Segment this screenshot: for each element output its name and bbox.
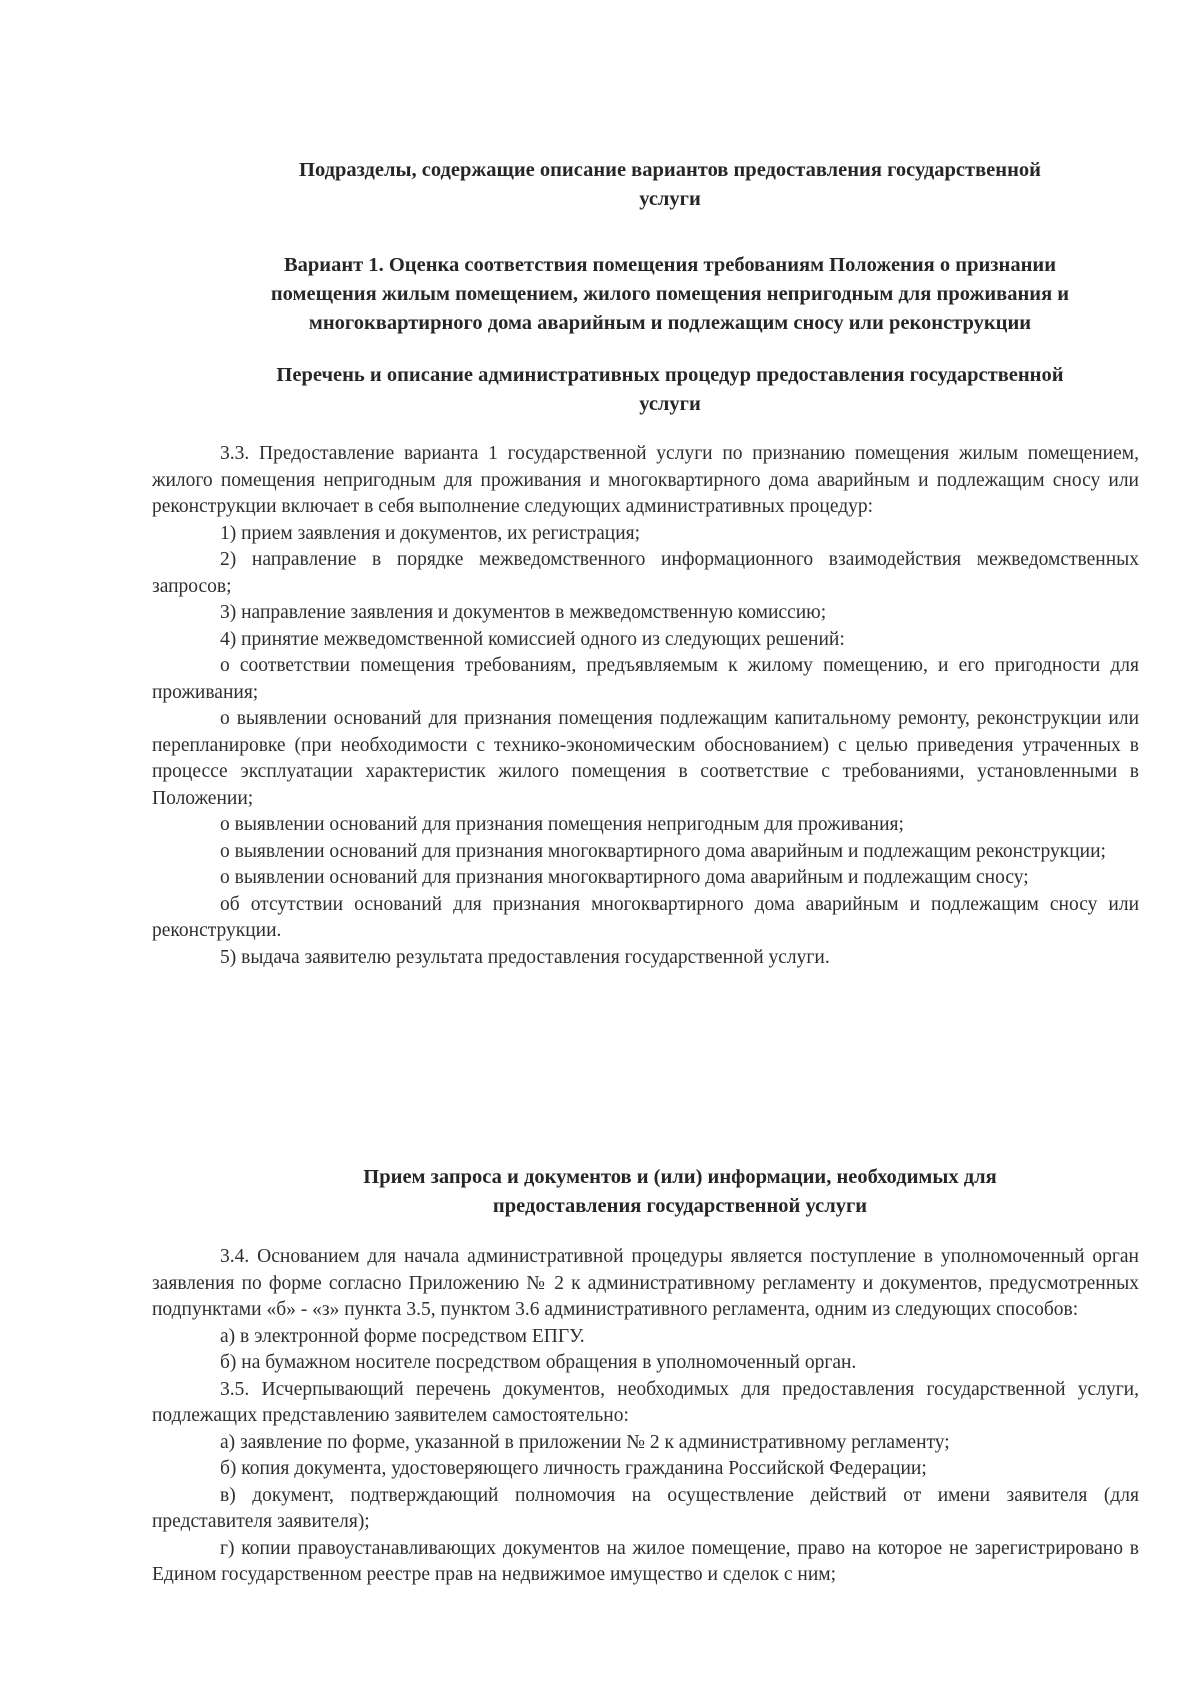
paragraph: а) в электронной форме посредством ЕПГУ.: [220, 1325, 585, 1347]
reception-heading-line: предоставления государственной услуги: [492, 1195, 868, 1217]
paragraph: б) копия документа, удостоверяющего личность гражданина Российской Федерации;: [220, 1458, 927, 1479]
procedures-heading: [180, 361, 1160, 419]
section-heading-line: услуги: [639, 188, 701, 210]
paragraph: 3.5. Исчерпывающий перечень документов, необходимых для предоставления государственной услуги, подлежащих представлению заявителем самостоятельно:: [152, 1378, 1139, 1426]
paragraph: 5) выдача заявителю результата предоставления государственной услуги.: [220, 946, 830, 968]
paragraph: о выявлении оснований для признания многоквартирного дома аварийным и подлежащим сносу;: [220, 867, 1029, 888]
reception-list: [152, 1244, 1139, 1589]
variant-heading-line: многоквартирного дома аварийным и подлежащим сносу или реконструкции: [308, 312, 1032, 334]
reception-heading-line: Прием запроса и документов и (или) информации, необходимых для: [363, 1166, 997, 1188]
paragraph: г) копии правоустанавливающих документов на жилое помещение, право на которое не зарегистрировано в Едином государственном реестре прав на недвижимое имущество и сделок с ним;: [152, 1537, 1139, 1585]
paragraph: 3.3. Предоставление варианта 1 государственной услуги по признанию помещения жилым помещением, жилого помещения непригодным для проживания и многоквартирного дома аварийным и подлежащим сносу или реконструкции включает в себя выполнение следующих административных процедур:: [152, 443, 1139, 517]
paragraph: б) на бумажном носителе посредством обращения в уполномоченный орган.: [220, 1352, 857, 1373]
paragraph: 2) направление в порядке межведомственного информационного взаимодействия межведомственных запросов;: [152, 549, 1139, 597]
procedures-heading-line: услуги: [639, 393, 701, 415]
paragraph: о соответствии помещения требованиям, предъявляемым к жилому помещению, и его пригодности для проживания;: [152, 655, 1139, 703]
paragraph: о выявлении оснований для признания помещения подлежащим капитальному ремонту, реконструкции или перепланировке (при необходимости с технико-экономическим обоснованием) с целью приведения утраченных в процессе эксплуатации характеристик жилого помещения в соответствие с требованиями, установленными в Положении;: [152, 708, 1139, 809]
procedures-list: [152, 441, 1139, 971]
paragraph: 3.4. Основанием для начала административной процедуры является поступление в уполномоченный орган заявления по форме согласно Приложению № 2 к административному регламенту и документов, предусмотренных подпунктами «б» - «з» пункта 3.5, пунктом 3.6 административного регламента, одним из следующих способов:: [152, 1246, 1139, 1320]
reception-heading: [200, 1163, 1160, 1221]
paragraph: 1) прием заявления и документов, их регистрация;: [220, 522, 641, 544]
procedures-heading-line: Перечень и описание административных процедур предоставления государственной: [276, 364, 1064, 386]
paragraph: а) заявление по форме, указанной в приложении № 2 к административному регламенту;: [220, 1431, 950, 1453]
paragraph: в) документ, подтверждающий полномочия на осуществление действий от имени заявителя (для представителя заявителя);: [152, 1484, 1139, 1532]
variant-heading: [180, 251, 1160, 338]
paragraph: 4) принятие межведомственной комиссией одного из следующих решений:: [220, 628, 845, 650]
paragraph: о выявлении оснований для признания помещения непригодным для проживания;: [220, 814, 904, 835]
variant-heading-line: помещения жилым помещением, жилого помещения непригодным для проживания и: [270, 283, 1070, 305]
paragraph: о выявлении оснований для признания многоквартирного дома аварийным и подлежащим реконструкции;: [220, 840, 1106, 862]
variant-heading-line: Вариант 1. Оценка соответствия помещения требованиям Положения о признании: [283, 254, 1057, 276]
section-heading-line: Подразделы, содержащие описание вариантов предоставления государственной: [299, 159, 1041, 181]
paragraph: 3) направление заявления и документов в межведомственную комиссию;: [220, 602, 827, 623]
section-heading: [180, 156, 1160, 214]
paragraph: об отсутствии оснований для признания многоквартирного дома аварийным и подлежащим сносу или реконструкции.: [152, 893, 1139, 941]
